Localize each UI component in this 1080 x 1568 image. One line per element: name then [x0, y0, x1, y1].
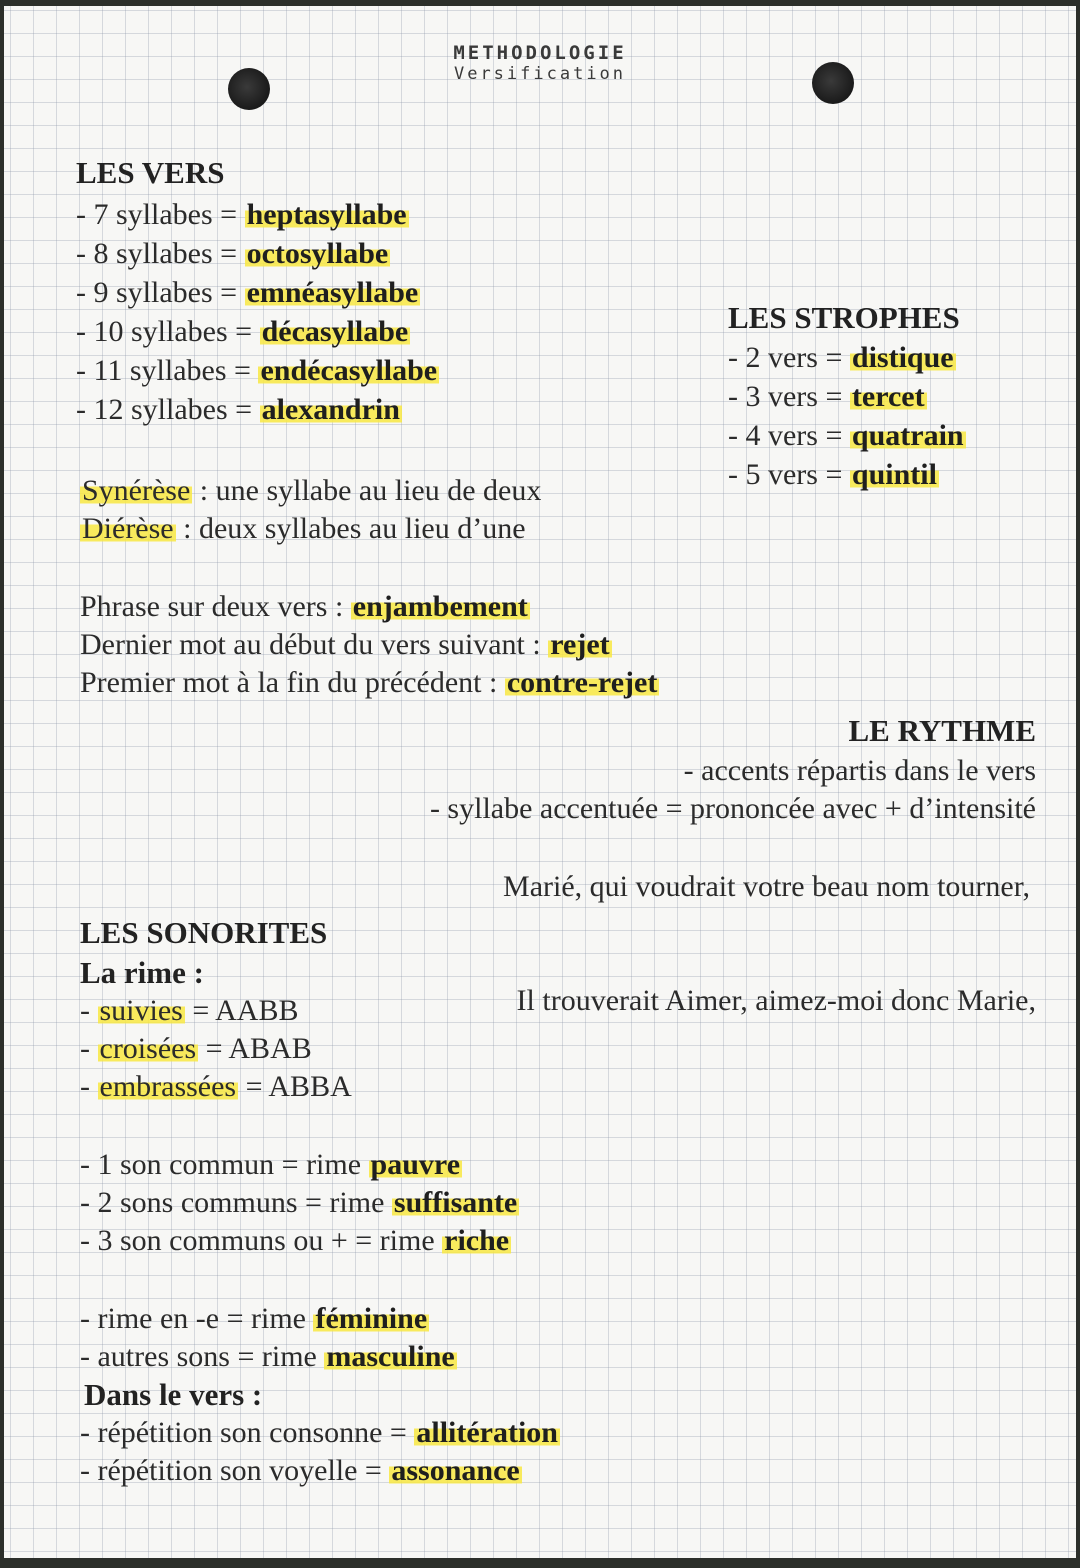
rime-genre: - autres sons = rime masculine: [80, 1340, 455, 1373]
highlighted-term: allitération: [416, 1416, 558, 1449]
subtitle-rime: La rime :: [80, 955, 204, 990]
strophe-item: - 4 vers = quatrain: [728, 419, 964, 452]
section-title-rythme: LE RYTHME: [848, 713, 1036, 748]
definition-line: Premier mot à la fin du précédent : contre-rejet: [80, 666, 658, 699]
highlighted-term: quintil: [851, 458, 937, 491]
highlighted-term: emnéasyllabe: [246, 276, 419, 309]
definition-line: Diérèse : deux syllabes au lieu d’une: [82, 512, 526, 545]
rythme-line: - accents répartis dans le vers: [683, 754, 1036, 787]
highlighted-term: embrassées: [99, 1070, 237, 1103]
highlighted-term: Synérèse: [82, 474, 191, 507]
highlighted-term: Diérèse: [82, 512, 174, 545]
highlighted-term: rejet: [550, 628, 610, 661]
rime-type: - suivies = AABB: [80, 994, 299, 1027]
highlighted-term: enjambement: [352, 590, 528, 623]
rime-richesse: - 2 sons communs = rime suffisante: [80, 1186, 518, 1219]
highlighted-term: suivies: [99, 994, 183, 1027]
highlighted-term: octosyllabe: [246, 237, 389, 270]
vers-item: - 10 syllabes = décasyllabe: [76, 315, 409, 348]
vers-item: - 9 syllabes = emnéasyllabe: [76, 276, 419, 309]
rime-richesse: - 3 son communs ou + = rime riche: [80, 1224, 510, 1257]
poem-verse: Il trouverait Aimer, aimez-moi donc Marie,: [516, 984, 1036, 1017]
figure-item: - répétition son voyelle = assonance: [80, 1454, 520, 1487]
page-subtitle: Versification: [453, 64, 627, 84]
section-title-vers: LES VERS: [76, 155, 225, 190]
rime-type: - embrassées = ABBA: [80, 1070, 352, 1103]
subtitle-dans-le-vers: Dans le vers :: [84, 1377, 263, 1412]
section-title-strophes: LES STROPHES: [728, 300, 960, 335]
highlighted-term: croisées: [99, 1032, 197, 1065]
section-title-sonorites: LES SONORITES: [80, 915, 328, 950]
definition-line: Synérèse : une syllabe au lieu de deux: [82, 474, 542, 507]
rime-genre: - rime en -e = rime féminine: [80, 1302, 428, 1335]
highlighted-term: assonance: [391, 1454, 520, 1487]
vers-item: - 7 syllabes = heptasyllabe: [76, 198, 407, 231]
highlighted-term: suffisante: [393, 1186, 518, 1219]
highlighted-term: contre-rejet: [506, 666, 658, 699]
vers-item: - 11 syllabes = endécasyllabe: [76, 354, 438, 387]
highlighted-term: riche: [444, 1224, 510, 1257]
highlighted-term: endécasyllabe: [260, 354, 438, 387]
figure-item: - répétition son consonne = allitération: [80, 1416, 558, 1449]
highlighted-term: alexandrin: [261, 393, 400, 426]
rime-richesse: - 1 son commun = rime pauvre: [80, 1148, 461, 1181]
definition-line: Phrase sur deux vers : enjambement: [80, 590, 528, 623]
highlighted-term: heptasyllabe: [246, 198, 407, 231]
highlighted-term: distique: [851, 341, 954, 374]
notebook-page: [4, 6, 1076, 1558]
strophe-item: - 3 vers = tercet: [728, 380, 925, 413]
highlighted-term: masculine: [326, 1340, 455, 1373]
rythme-line: - syllabe accentuée = prononcée avec + d’intensité: [429, 792, 1036, 825]
highlighted-term: tercet: [851, 380, 925, 413]
highlighted-term: pauvre: [370, 1148, 461, 1181]
highlighted-term: féminine: [315, 1302, 428, 1335]
vers-item: - 8 syllabes = octosyllabe: [76, 237, 389, 270]
definition-line: Dernier mot au début du vers suivant : rejet: [80, 628, 610, 661]
highlighted-term: quatrain: [851, 419, 964, 452]
strophe-item: - 2 vers = distique: [728, 341, 954, 374]
rime-type: - croisées = ABAB: [80, 1032, 312, 1065]
strophe-item: - 5 vers = quintil: [728, 458, 937, 491]
vers-item: - 12 syllabes = alexandrin: [76, 393, 400, 426]
highlighted-term: décasyllabe: [261, 315, 409, 348]
page-title: METHODOLOGIE: [453, 42, 627, 64]
poem-verse: Marié, qui voudrait votre beau nom tourner,: [503, 870, 1030, 903]
